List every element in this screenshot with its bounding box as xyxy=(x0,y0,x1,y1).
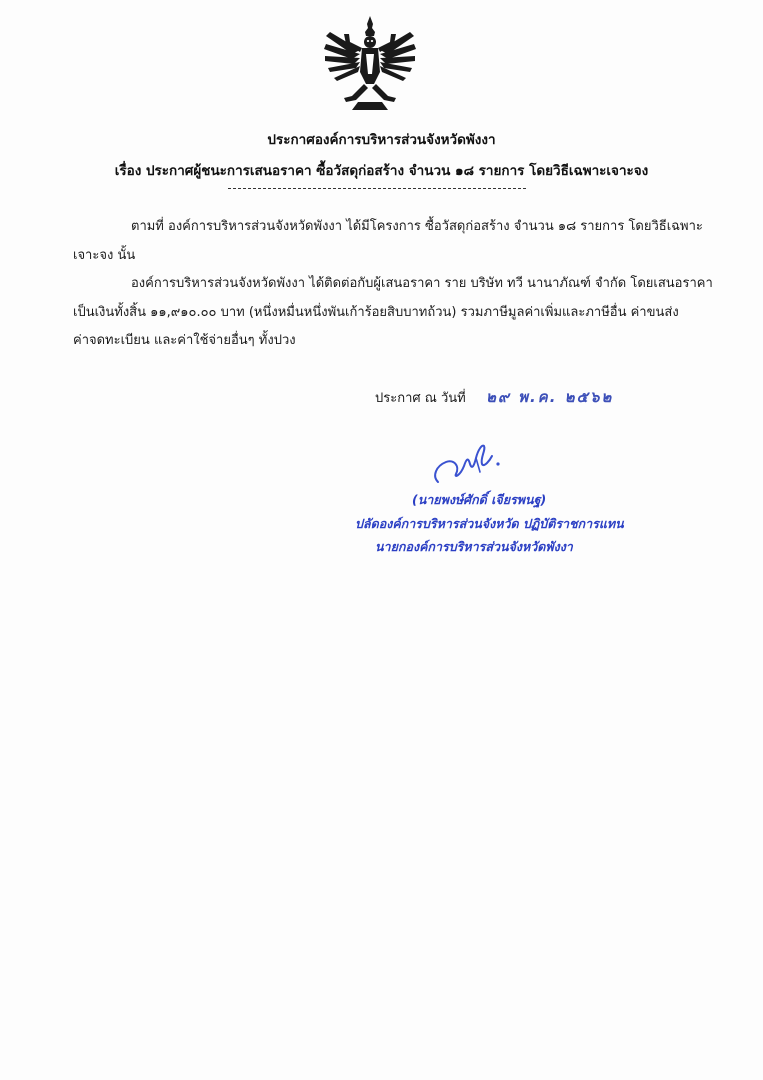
signer-title-line-1: ปลัดองค์การบริหารส่วนจังหวัด ปฏิบัติราชการแทน xyxy=(355,516,624,531)
paragraph-2-line-3: ค่าจดทะเบียน และค่าใช้จ่ายอื่นๆ ทั้งปวง xyxy=(73,333,296,348)
paragraph-1-line-2: เจาะจง นั้น xyxy=(73,248,136,263)
announcement-title: ประกาศองค์การบริหารส่วนจังหวัดพังงา xyxy=(267,132,496,148)
paragraph-2-line-2: เป็นเงินทั้งสิ้น ๑๑,๙๑๐.๐๐ บาท (หนึ่งหมื่นหนึ่งพันเก้าร้อยสิบบาทถ้วน) รวมภาษีมูลค่าเพิ่มและภาษีอื่น ค่าขนส่ง xyxy=(73,305,679,320)
garuda-emblem-icon xyxy=(322,14,418,114)
paragraph-2-line-1: องค์การบริหารส่วนจังหวัดพังงา ได้ติดต่อกับผู้เสนอราคา ราย บริษัท ทวี นานาภัณฑ์ จำกัด โดยเสนอราคา xyxy=(131,276,713,291)
announce-date-label: ประกาศ ณ วันที่ xyxy=(375,391,466,406)
divider-line xyxy=(228,188,526,189)
date-stamp: ๒๙ พ.ค. ๒๕๖๒ xyxy=(486,388,614,406)
paragraph-1-line-1: ตามที่ องค์การบริหารส่วนจังหวัดพังงา ได้มีโครงการ ซื้อวัสดุก่อสร้าง จำนวน ๑๘ รายการ โดยวิธีเฉพาะ xyxy=(131,219,703,234)
signer-title-line-2: นายกองค์การบริหารส่วนจังหวัดพังงา xyxy=(375,539,573,554)
announcement-subject: เรื่อง ประกาศผู้ชนะการเสนอราคา ซื้อวัสดุก่อสร้าง จำนวน ๑๘ รายการ โดยวิธีเฉพาะเจาะจง xyxy=(114,163,649,179)
handwritten-signature xyxy=(430,436,510,488)
signer-name: (นายพงษ์ศักดิ์ เจียรพนฐ) xyxy=(412,492,547,507)
